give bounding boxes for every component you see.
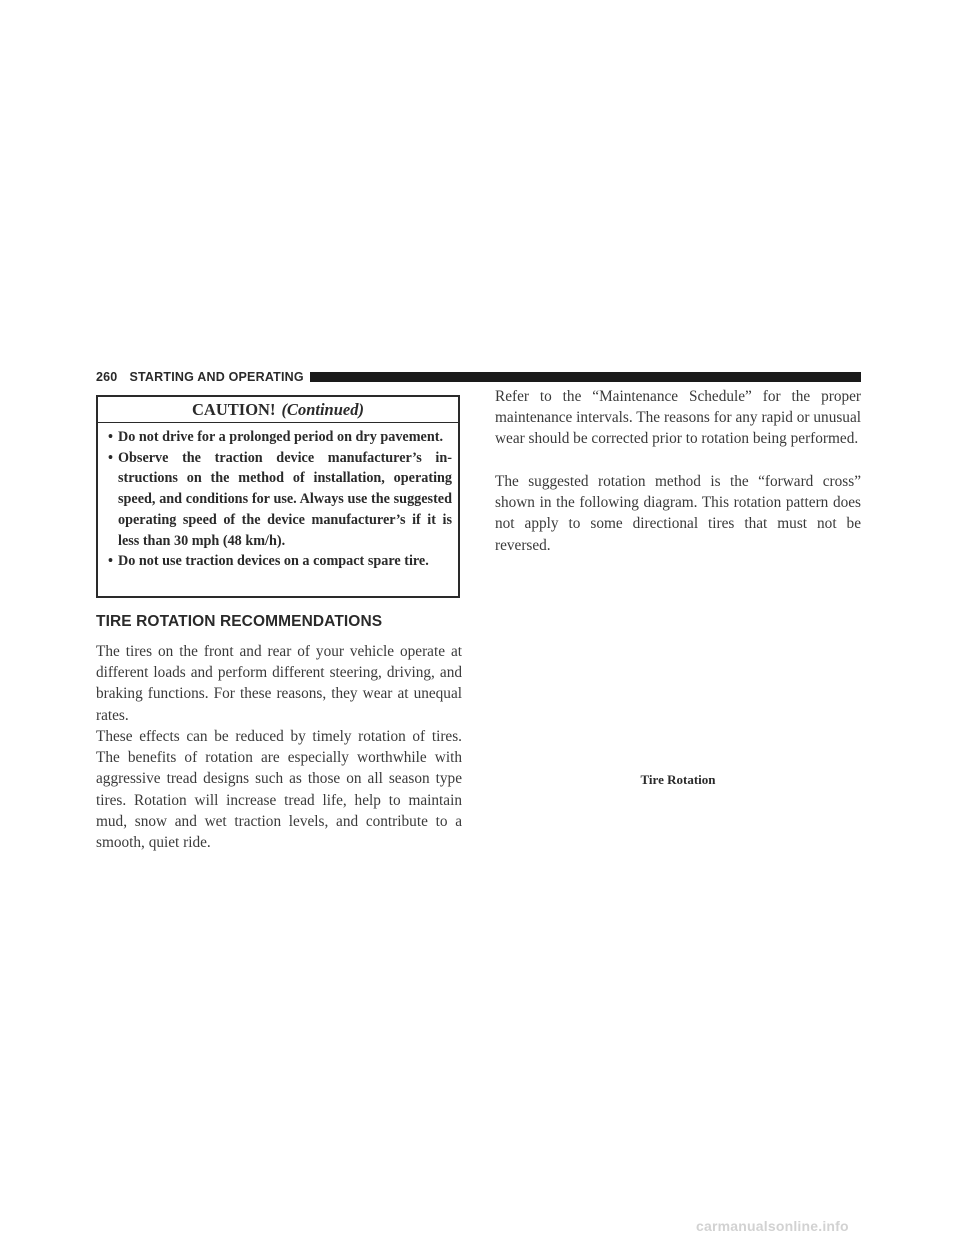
bullet-icon: • [108,429,113,445]
watermark: carmanualsonline.info [696,1218,849,1234]
caution-title [98,397,458,423]
figure-caption: Tire Rotation [640,772,716,787]
caution-item: • Observe the traction device manufacturer’s instructions on the method of installation, operating speed, and conditions for use. Always use the suggested operating speed of the device manufacturer’s if it is less than 30 mph (48 km/h). [108,449,452,549]
bullet-icon: • [108,553,113,570]
caution-list [98,423,458,572]
page-number: 260 [96,370,118,384]
body-paragraph: The suggested rotation method is the “forward cross” shown in the following diagram. This rotation pattern does not apply to some directional tires that must not be reversed. [495,473,861,554]
caution-label: CAUTION! [192,400,276,419]
section-title: STARTING AND OPERATING [129,370,304,384]
caution-box [96,395,460,598]
body-paragraph: These effects can be reduced by timely rotation of tires. The benefits of rotation are especially worthwhile with aggressive tread designs such as those on all season type tires. Rotation will increase tread life, help to maintain mud, snow and wet traction levels, and contribute to a smooth, quiet ride. [96,728,462,852]
bullet-icon: • [108,449,113,466]
caution-item: • Do not drive for a prolonged period on dry pavement. [108,427,452,448]
caution-continued: (Continued) [281,400,364,419]
caution-item: • Do not use traction devices on a compact spare tire. [108,551,452,572]
body-paragraph: Refer to the “Maintenance Schedule” for the proper maintenance intervals. The reasons for any rapid or unusual wear should be corrected prior to rotation being performed. [495,388,861,448]
page-header [96,369,861,385]
section-heading: TIRE ROTATION RECOMMENDATIONS [96,613,383,630]
body-paragraph: The tires on the front and rear of your vehicle operate at different loads and perform different steering, driving, and braking functions. For these reasons, they wear at unequal rates. [96,643,462,724]
header-rule [310,372,861,382]
tire-rotation-figure [495,560,861,765]
